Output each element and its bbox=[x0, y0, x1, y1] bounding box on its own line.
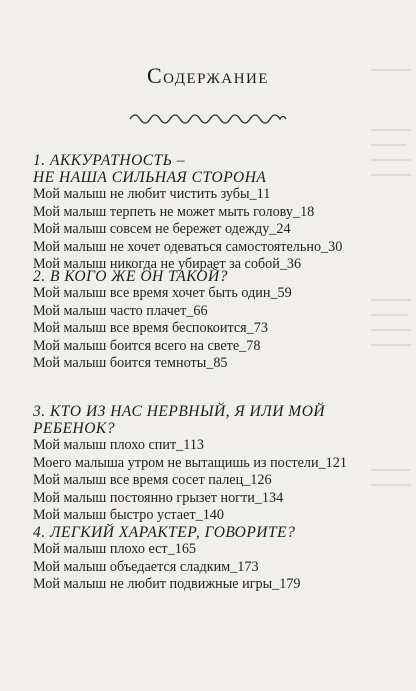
toc-entry[interactable]: Мой малыш все время хочет быть один_59 bbox=[33, 285, 292, 301]
section-title: 3. КТО ИЗ НАС НЕРВНЫЙ, Я ИЛИ МОЙ bbox=[33, 403, 326, 420]
section-title: 2. В КОГО ЖЕ ОН ТАКОЙ? bbox=[33, 268, 228, 285]
section-title: НЕ НАША СИЛЬНАЯ СТОРОНА bbox=[33, 169, 267, 186]
toc-entry[interactable]: Мой малыш никогда не убирает за собой_36 bbox=[33, 256, 302, 273]
toc-entry[interactable]: Мой малыш плохо спит_113 bbox=[33, 437, 205, 453]
toc-entry[interactable]: Моего малыша утром не вытащишь из постели_121 bbox=[33, 454, 347, 471]
toc-section-2 bbox=[33, 268, 393, 373]
section-title: 1. АККУРАТНОСТЬ – bbox=[33, 152, 185, 169]
toc-entry[interactable]: Мой малыш объедается сладким_173 bbox=[33, 558, 259, 575]
section-title: 4. ЛЕГКИЙ ХАРАКТЕР, ГОВОРИТЕ? bbox=[33, 524, 296, 541]
toc-entry[interactable]: Мой малыш все время беспокоится_73 bbox=[33, 320, 268, 337]
toc-entry[interactable]: Мой малыш терпеть не может мыть голову_18 bbox=[33, 203, 315, 220]
toc-entry[interactable]: Мой малыш плохо ест_165 bbox=[33, 541, 197, 557]
toc-section-4 bbox=[33, 524, 393, 594]
toc-entry[interactable]: Мой малыш постоянно грызет ногти_134 bbox=[33, 489, 284, 506]
toc-entry[interactable]: Мой малыш все время сосет палец_126 bbox=[33, 472, 272, 489]
toc-entry[interactable]: Мой малыш боится всего на свете_78 bbox=[33, 337, 261, 354]
toc-entry[interactable]: Мой малыш быстро устает_140 bbox=[33, 507, 224, 524]
toc-entry[interactable]: Мой малыш совсем не бережет одежду_24 bbox=[33, 221, 291, 238]
toc-entry[interactable]: Мой малыш часто плачет_66 bbox=[33, 302, 208, 319]
toc-entry[interactable]: Мой малыш не любит чистить зубы_11 bbox=[33, 186, 271, 202]
ornamental-divider bbox=[128, 108, 288, 130]
toc-section-1 bbox=[33, 152, 393, 274]
toc-section-3 bbox=[33, 403, 393, 525]
section-title: РЕБЕНОК? bbox=[33, 420, 115, 437]
page-title: Содержание bbox=[146, 63, 270, 88]
toc-entry[interactable]: Мой малыш не любит подвижные игры_179 bbox=[33, 576, 301, 593]
toc-entry[interactable]: Мой малыш боится темноты_85 bbox=[33, 355, 228, 372]
toc-entry[interactable]: Мой малыш не хочет одеваться самостоятельно_30 bbox=[33, 238, 343, 255]
